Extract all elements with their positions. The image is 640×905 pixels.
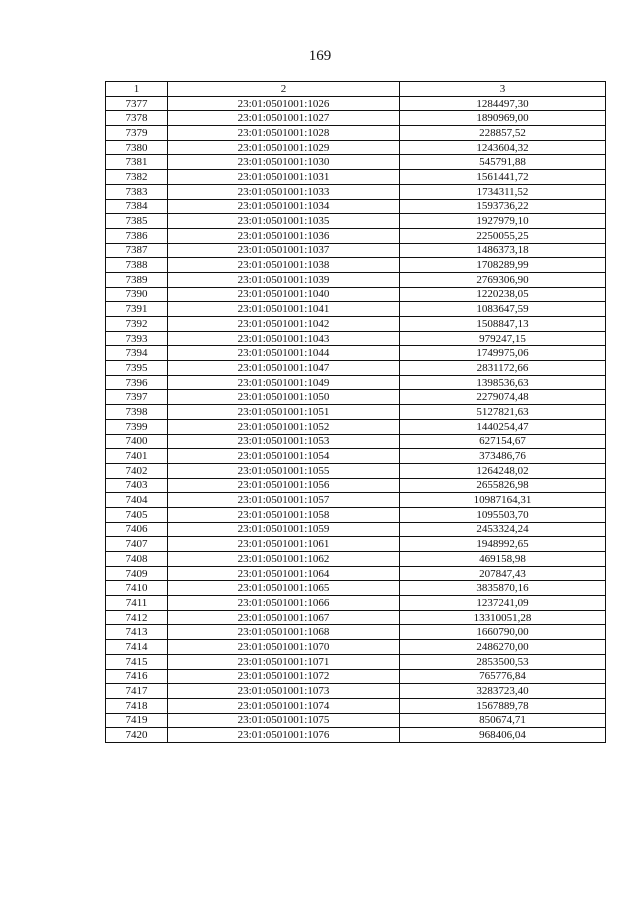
value-cell: 1890969,00 [400, 111, 606, 126]
cadastral-number-cell: 23:01:0501001:1054 [168, 449, 400, 464]
row-number-cell: 7410 [106, 581, 168, 596]
value-cell: 1220238,05 [400, 287, 606, 302]
value-cell: 10987164,31 [400, 493, 606, 508]
row-number-cell: 7411 [106, 596, 168, 611]
table-row [106, 669, 606, 684]
row-number-cell: 7405 [106, 507, 168, 522]
row-number-cell: 7388 [106, 258, 168, 273]
table-row [106, 610, 606, 625]
cadastral-number-cell: 23:01:0501001:1041 [168, 302, 400, 317]
value-cell: 2250055,25 [400, 228, 606, 243]
value-cell: 2769306,90 [400, 272, 606, 287]
table-row [106, 713, 606, 728]
table-row [106, 346, 606, 361]
value-cell: 2853500,53 [400, 654, 606, 669]
table-row [106, 96, 606, 111]
row-number-cell: 7413 [106, 625, 168, 640]
row-number-cell: 7406 [106, 522, 168, 537]
cadastral-number-cell: 23:01:0501001:1058 [168, 507, 400, 522]
table-body [106, 96, 606, 742]
value-cell: 765776,84 [400, 669, 606, 684]
cadastral-number-cell: 23:01:0501001:1037 [168, 243, 400, 258]
table-row [106, 228, 606, 243]
table-row [106, 522, 606, 537]
cadastral-number-cell: 23:01:0501001:1064 [168, 566, 400, 581]
row-number-cell: 7417 [106, 684, 168, 699]
row-number-cell: 7386 [106, 228, 168, 243]
cadastral-number-cell: 23:01:0501001:1031 [168, 170, 400, 185]
row-number-cell: 7395 [106, 361, 168, 376]
cadastral-number-cell: 23:01:0501001:1056 [168, 478, 400, 493]
table-row [106, 419, 606, 434]
value-cell: 1237241,09 [400, 596, 606, 611]
row-number-cell: 7389 [106, 272, 168, 287]
value-cell: 13310051,28 [400, 610, 606, 625]
table-row [106, 317, 606, 332]
table-row [106, 272, 606, 287]
table-row [106, 684, 606, 699]
cadastral-number-cell: 23:01:0501001:1030 [168, 155, 400, 170]
row-number-cell: 7383 [106, 184, 168, 199]
cadastral-number-cell: 23:01:0501001:1040 [168, 287, 400, 302]
table-row [106, 625, 606, 640]
cadastral-number-cell: 23:01:0501001:1028 [168, 126, 400, 141]
value-cell: 1708289,99 [400, 258, 606, 273]
cadastral-number-cell: 23:01:0501001:1076 [168, 728, 400, 743]
row-number-cell: 7387 [106, 243, 168, 258]
value-cell: 968406,04 [400, 728, 606, 743]
value-cell: 5127821,63 [400, 405, 606, 420]
cadastral-number-cell: 23:01:0501001:1053 [168, 434, 400, 449]
table-row [106, 493, 606, 508]
row-number-cell: 7377 [106, 96, 168, 111]
row-number-cell: 7384 [106, 199, 168, 214]
page-number: 169 [308, 48, 332, 64]
cadastral-number-cell: 23:01:0501001:1055 [168, 463, 400, 478]
cadastral-number-cell: 23:01:0501001:1051 [168, 405, 400, 420]
row-number-cell: 7401 [106, 449, 168, 464]
header-row [106, 82, 606, 97]
table-row [106, 170, 606, 185]
value-cell: 1734311,52 [400, 184, 606, 199]
value-cell: 469158,98 [400, 552, 606, 567]
value-cell: 1284497,30 [400, 96, 606, 111]
cadastral-number-cell: 23:01:0501001:1062 [168, 552, 400, 567]
cadastral-number-cell: 23:01:0501001:1039 [168, 272, 400, 287]
table-row [106, 331, 606, 346]
value-cell: 2486270,00 [400, 640, 606, 655]
cadastral-number-cell: 23:01:0501001:1026 [168, 96, 400, 111]
value-cell: 228857,52 [400, 126, 606, 141]
table-row [106, 126, 606, 141]
row-number-cell: 7378 [106, 111, 168, 126]
row-number-cell: 7407 [106, 537, 168, 552]
row-number-cell: 7412 [106, 610, 168, 625]
row-number-cell: 7391 [106, 302, 168, 317]
cadastral-number-cell: 23:01:0501001:1047 [168, 361, 400, 376]
table-row [106, 449, 606, 464]
row-number-cell: 7415 [106, 654, 168, 669]
value-cell: 373486,76 [400, 449, 606, 464]
cadastral-number-cell: 23:01:0501001:1070 [168, 640, 400, 655]
value-cell: 2655826,98 [400, 478, 606, 493]
value-cell: 627154,67 [400, 434, 606, 449]
table-row [106, 302, 606, 317]
table-row [106, 361, 606, 376]
table-row [106, 728, 606, 743]
row-number-cell: 7397 [106, 390, 168, 405]
cadastral-number-cell: 23:01:0501001:1035 [168, 214, 400, 229]
value-cell: 545791,88 [400, 155, 606, 170]
value-cell: 1243604,32 [400, 140, 606, 155]
value-cell: 3283723,40 [400, 684, 606, 699]
row-number-cell: 7402 [106, 463, 168, 478]
value-cell: 1264248,02 [400, 463, 606, 478]
table-row [106, 199, 606, 214]
row-number-cell: 7416 [106, 669, 168, 684]
value-cell: 1508847,13 [400, 317, 606, 332]
cadastral-number-cell: 23:01:0501001:1068 [168, 625, 400, 640]
cadastral-number-cell: 23:01:0501001:1043 [168, 331, 400, 346]
cadastral-number-cell: 23:01:0501001:1073 [168, 684, 400, 699]
table-row [106, 581, 606, 596]
table-row [106, 478, 606, 493]
data-table [105, 81, 606, 743]
column-header-2: 2 [168, 82, 400, 97]
row-number-cell: 7400 [106, 434, 168, 449]
row-number-cell: 7393 [106, 331, 168, 346]
value-cell: 850674,71 [400, 713, 606, 728]
row-number-cell: 7403 [106, 478, 168, 493]
value-cell: 1567889,78 [400, 698, 606, 713]
table-header [106, 82, 606, 97]
value-cell: 1398536,63 [400, 375, 606, 390]
value-cell: 1486373,18 [400, 243, 606, 258]
row-number-cell: 7385 [106, 214, 168, 229]
value-cell: 1095503,70 [400, 507, 606, 522]
row-number-cell: 7379 [106, 126, 168, 141]
value-cell: 3835870,16 [400, 581, 606, 596]
row-number-cell: 7409 [106, 566, 168, 581]
table-row [106, 537, 606, 552]
table-row [106, 214, 606, 229]
row-number-cell: 7399 [106, 419, 168, 434]
row-number-cell: 7396 [106, 375, 168, 390]
cadastral-number-cell: 23:01:0501001:1052 [168, 419, 400, 434]
value-cell: 1440254,47 [400, 419, 606, 434]
cadastral-number-cell: 23:01:0501001:1067 [168, 610, 400, 625]
table-row [106, 258, 606, 273]
value-cell: 1948992,65 [400, 537, 606, 552]
cadastral-number-cell: 23:01:0501001:1072 [168, 669, 400, 684]
column-header-3: 3 [400, 82, 606, 97]
value-cell: 979247,15 [400, 331, 606, 346]
row-number-cell: 7408 [106, 552, 168, 567]
row-number-cell: 7418 [106, 698, 168, 713]
cadastral-number-cell: 23:01:0501001:1027 [168, 111, 400, 126]
value-cell: 1927979,10 [400, 214, 606, 229]
cadastral-number-cell: 23:01:0501001:1050 [168, 390, 400, 405]
cadastral-number-cell: 23:01:0501001:1034 [168, 199, 400, 214]
table-row [106, 155, 606, 170]
row-number-cell: 7420 [106, 728, 168, 743]
cadastral-number-cell: 23:01:0501001:1057 [168, 493, 400, 508]
row-number-cell: 7392 [106, 317, 168, 332]
value-cell: 1660790,00 [400, 625, 606, 640]
table-row [106, 287, 606, 302]
cadastral-number-cell: 23:01:0501001:1029 [168, 140, 400, 155]
table-row [106, 375, 606, 390]
table-row [106, 405, 606, 420]
cadastral-number-cell: 23:01:0501001:1075 [168, 713, 400, 728]
row-number-cell: 7404 [106, 493, 168, 508]
cadastral-number-cell: 23:01:0501001:1049 [168, 375, 400, 390]
table-row [106, 654, 606, 669]
table-row [106, 596, 606, 611]
row-number-cell: 7382 [106, 170, 168, 185]
cadastral-number-cell: 23:01:0501001:1044 [168, 346, 400, 361]
cadastral-number-cell: 23:01:0501001:1071 [168, 654, 400, 669]
cadastral-number-cell: 23:01:0501001:1061 [168, 537, 400, 552]
value-cell: 1561441,72 [400, 170, 606, 185]
table-row [106, 390, 606, 405]
table-row [106, 640, 606, 655]
table-row [106, 140, 606, 155]
row-number-cell: 7381 [106, 155, 168, 170]
table-row [106, 243, 606, 258]
table-row [106, 507, 606, 522]
value-cell: 2453324,24 [400, 522, 606, 537]
row-number-cell: 7390 [106, 287, 168, 302]
row-number-cell: 7398 [106, 405, 168, 420]
row-number-cell: 7380 [106, 140, 168, 155]
cadastral-number-cell: 23:01:0501001:1036 [168, 228, 400, 243]
row-number-cell: 7414 [106, 640, 168, 655]
table-row [106, 463, 606, 478]
cadastral-number-cell: 23:01:0501001:1065 [168, 581, 400, 596]
value-cell: 207847,43 [400, 566, 606, 581]
cadastral-number-cell: 23:01:0501001:1042 [168, 317, 400, 332]
column-header-1: 1 [106, 82, 168, 97]
cadastral-number-cell: 23:01:0501001:1038 [168, 258, 400, 273]
value-cell: 2279074,48 [400, 390, 606, 405]
value-cell: 1083647,59 [400, 302, 606, 317]
row-number-cell: 7419 [106, 713, 168, 728]
value-cell: 1749975,06 [400, 346, 606, 361]
value-cell: 2831172,66 [400, 361, 606, 376]
cadastral-number-cell: 23:01:0501001:1066 [168, 596, 400, 611]
table-row [106, 552, 606, 567]
table-row [106, 184, 606, 199]
cadastral-number-cell: 23:01:0501001:1059 [168, 522, 400, 537]
row-number-cell: 7394 [106, 346, 168, 361]
table-row [106, 566, 606, 581]
table-row [106, 434, 606, 449]
table-row [106, 111, 606, 126]
cadastral-number-cell: 23:01:0501001:1074 [168, 698, 400, 713]
cadastral-number-cell: 23:01:0501001:1033 [168, 184, 400, 199]
table-row [106, 698, 606, 713]
value-cell: 1593736,22 [400, 199, 606, 214]
